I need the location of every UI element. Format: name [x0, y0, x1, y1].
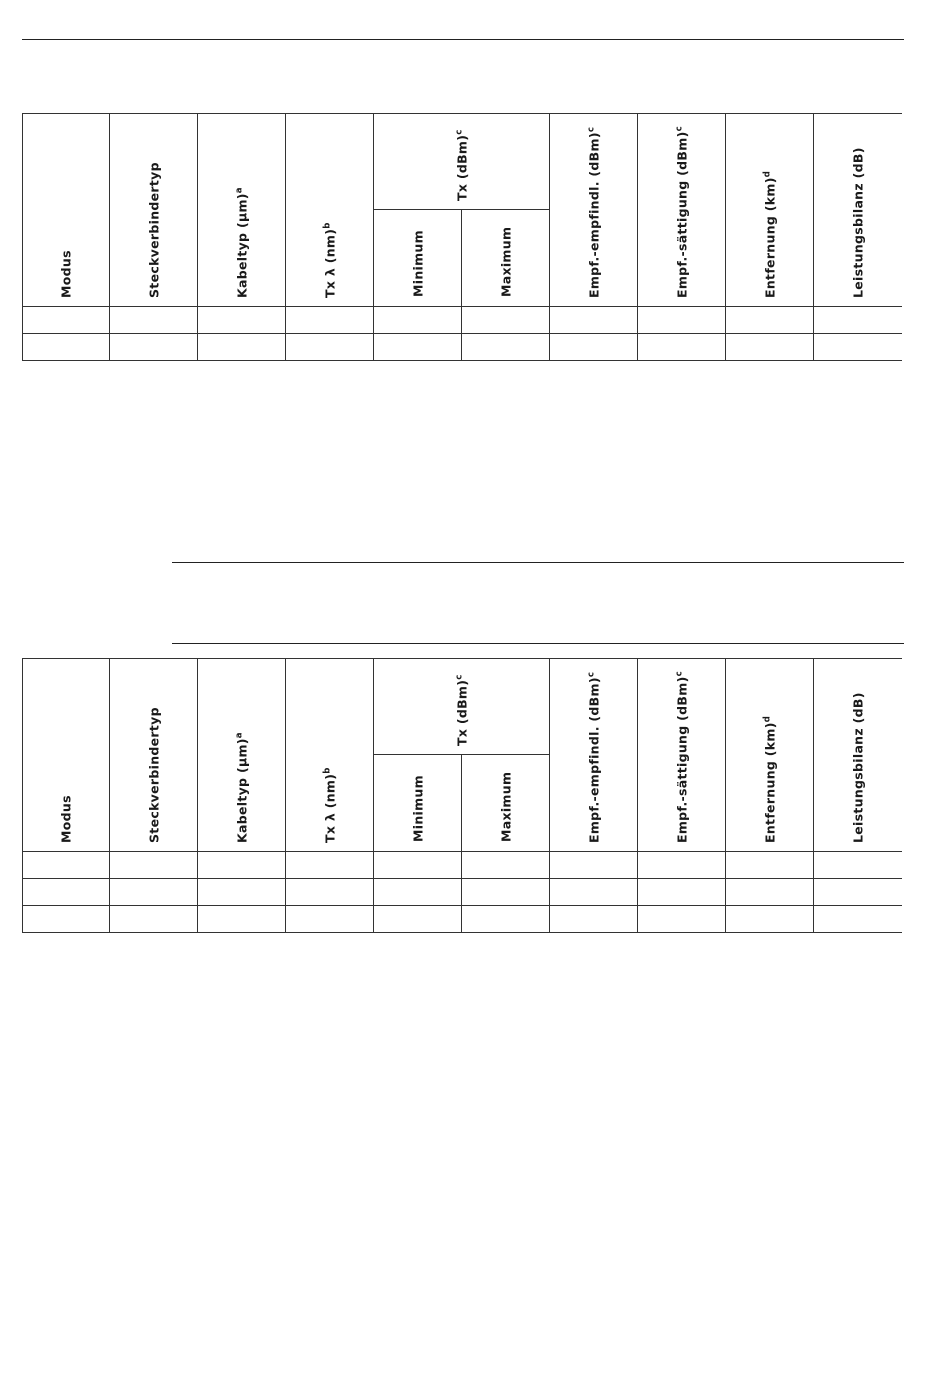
header-label: Minimum	[410, 775, 425, 842]
header-label: Tx λ (nm)	[322, 773, 338, 843]
table-cell	[286, 852, 374, 879]
footnote-mark: c	[674, 126, 684, 132]
table-cell	[462, 334, 550, 361]
footnote-mark: c	[454, 674, 464, 680]
table-cell	[726, 906, 814, 933]
header-cell	[550, 113, 638, 307]
table-cell	[374, 906, 462, 933]
table-cell	[374, 879, 462, 906]
header-label: Tx (dBm)	[454, 134, 470, 201]
footnote-mark: d	[762, 170, 772, 178]
table-cell	[550, 307, 638, 334]
header-cell-minimum	[374, 210, 462, 307]
header-label: Modus	[58, 250, 74, 298]
table-cell	[110, 852, 198, 879]
header-cell	[198, 658, 286, 852]
header-cell-maximum	[462, 755, 550, 852]
header-label: Empf.-empfindl. (dBm)	[586, 132, 602, 298]
table-cell	[638, 334, 726, 361]
header-cell	[110, 113, 198, 307]
header-label: Empf.-sättigung (dBm)	[674, 676, 690, 843]
header-label: Steckverbindertyp	[146, 162, 161, 298]
table-cell	[814, 906, 902, 933]
header-cell	[286, 658, 374, 852]
header-label: Maximum	[498, 226, 513, 297]
section-rule-lower	[172, 643, 904, 644]
table-cell	[110, 334, 198, 361]
header-label: Leistungsbilanz (dB)	[850, 692, 866, 843]
header-cell	[550, 658, 638, 852]
header-label: Leistungsbilanz (dB)	[850, 147, 866, 298]
table-cell	[198, 307, 286, 334]
table-cell	[22, 906, 110, 933]
table-cell	[198, 852, 286, 879]
table-cell	[550, 852, 638, 879]
table-cell	[374, 852, 462, 879]
table-cell	[374, 307, 462, 334]
table-cell	[374, 334, 462, 361]
spec-table-2	[22, 658, 904, 935]
table-cell	[22, 852, 110, 879]
footnote-mark: a	[234, 187, 244, 194]
top-rule	[22, 39, 904, 40]
table-cell	[550, 906, 638, 933]
table-cell	[286, 906, 374, 933]
header-label: Tx (dBm)	[454, 679, 470, 746]
header-label: Modus	[58, 795, 74, 843]
table-cell	[198, 879, 286, 906]
table-cell	[198, 906, 286, 933]
table-cell	[22, 334, 110, 361]
header-cell	[726, 658, 814, 852]
table-cell	[22, 879, 110, 906]
header-cell	[22, 658, 110, 852]
footnote-mark: c	[674, 671, 684, 677]
footnote-mark: d	[762, 715, 772, 723]
table-cell	[110, 906, 198, 933]
footnote-mark: b	[322, 222, 332, 229]
footnote-mark: c	[586, 671, 596, 678]
header-cell	[198, 113, 286, 307]
table-cell	[286, 307, 374, 334]
header-label: Kabeltyp (µm)	[234, 738, 250, 843]
table-cell	[462, 852, 550, 879]
table-cell	[550, 879, 638, 906]
header-cell	[638, 658, 726, 852]
header-label: Entfernung (km)	[762, 722, 778, 843]
header-cell	[22, 113, 110, 307]
table-cell	[814, 879, 902, 906]
spec-table-1	[22, 113, 904, 362]
header-cell-maximum	[462, 210, 550, 307]
footnote-mark: c	[586, 126, 596, 133]
table-cell	[110, 879, 198, 906]
table-cell	[462, 879, 550, 906]
table-cell	[462, 307, 550, 334]
header-cell	[814, 113, 902, 307]
header-cell-minimum	[374, 755, 462, 852]
table-cell	[726, 879, 814, 906]
table-cell	[286, 334, 374, 361]
table-cell	[726, 307, 814, 334]
table-cell	[726, 852, 814, 879]
header-label: Empf.-empfindl. (dBm)	[586, 677, 602, 843]
header-cell	[286, 113, 374, 307]
table-cell	[726, 334, 814, 361]
header-cell	[638, 113, 726, 307]
table-cell	[198, 334, 286, 361]
header-label: Steckverbindertyp	[146, 707, 161, 843]
table-cell	[814, 852, 902, 879]
header-cell	[726, 113, 814, 307]
footnote-mark: a	[234, 732, 244, 739]
table-cell	[638, 307, 726, 334]
table-cell	[638, 906, 726, 933]
header-label: Tx λ (nm)	[322, 228, 338, 298]
header-label: Entfernung (km)	[762, 177, 778, 298]
table-cell	[814, 307, 902, 334]
header-group-tx	[374, 113, 550, 210]
header-label: Minimum	[410, 230, 425, 297]
header-cell	[110, 658, 198, 852]
table-cell	[462, 906, 550, 933]
section-rule-upper	[172, 562, 904, 563]
table-cell	[638, 879, 726, 906]
table-cell	[110, 307, 198, 334]
footnote-mark: c	[454, 129, 464, 135]
header-label: Empf.-sättigung (dBm)	[674, 131, 690, 298]
table-cell	[22, 307, 110, 334]
table-cell	[286, 879, 374, 906]
footnote-mark: b	[322, 767, 332, 774]
header-label: Maximum	[498, 771, 513, 842]
table-cell	[638, 852, 726, 879]
header-cell	[814, 658, 902, 852]
header-group-tx	[374, 658, 550, 755]
header-label: Kabeltyp (µm)	[234, 193, 250, 298]
table-cell	[550, 334, 638, 361]
table-cell	[814, 334, 902, 361]
